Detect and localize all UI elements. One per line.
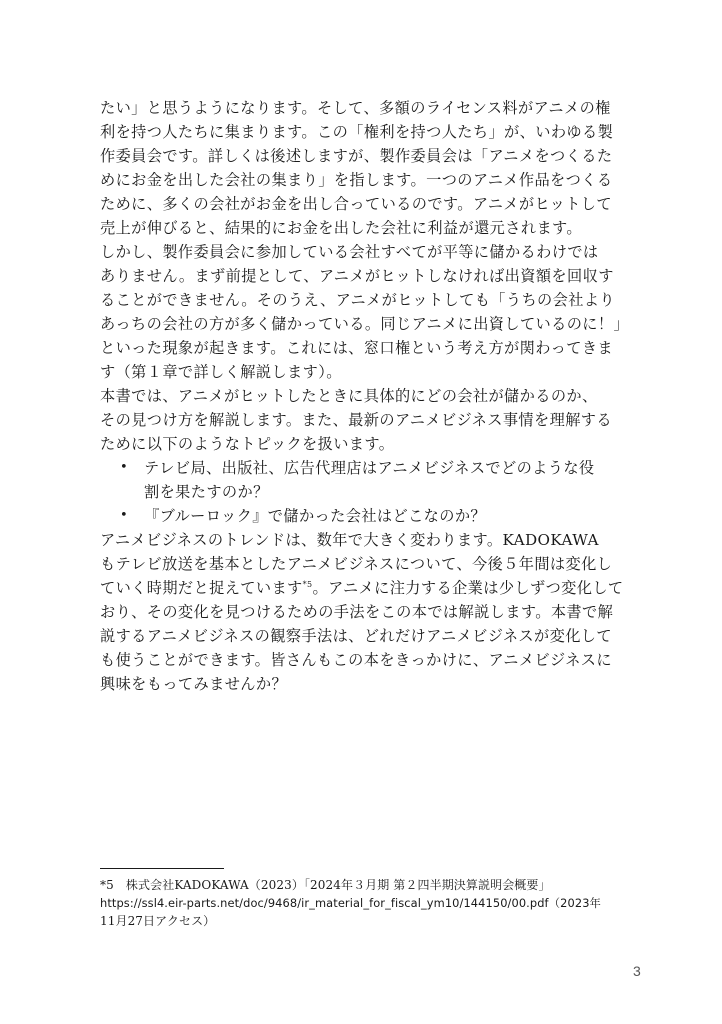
list-item-text: 『ブルーロック』で儲かった会社はどこなのか？: [144, 507, 487, 525]
text-line: もテレビ放送を基本としたアニメビジネスについて、今後５年間は変化し: [100, 555, 613, 573]
text-line: 説するアニメビジネスの観察手法は、どれだけアニメビジネスが変化して: [100, 627, 612, 645]
footnote: [100, 876, 640, 930]
text-line: [100, 576, 630, 600]
footnote-line: *5 株式会社KADOKAWA（2023）「2024年３月期 第２四半期決算説明会概要」: [100, 878, 551, 892]
list-item: [100, 456, 630, 504]
paragraph-2: [100, 240, 630, 384]
paragraph-1: [100, 96, 630, 240]
footnote-divider: [100, 868, 224, 869]
bullet-mark: •: [120, 508, 129, 523]
text-line: ために、多くの会社がお金を出し合っているのです。アニメがヒットして: [100, 195, 612, 213]
paragraph-4: [100, 528, 630, 696]
text-segment: 。アニメに注力する企業は少しずつ変化して: [312, 579, 624, 597]
text-line: ために以下のようなトピックを扱います。: [100, 435, 395, 453]
bullet-mark: •: [120, 460, 129, 475]
list-item-text: 割を果たすのか？: [144, 483, 269, 501]
bullet-list: [100, 456, 630, 528]
text-line: しかし、製作委員会に参加している会社すべてが平等に儲かるわけでは: [100, 243, 599, 261]
text-line: す（第１章で詳しく解説します）。: [100, 363, 342, 381]
text-line: あっちの会社の方が多く儲かっている。同じアニメに出資しているのに！」: [100, 315, 630, 333]
text-line: アニメビジネスのトレンドは、数年で大きく変わります。KADOKAWA: [100, 531, 599, 549]
list-item-text: テレビ局、出版社、広告代理店はアニメビジネスでどのような役: [144, 459, 595, 477]
bullet-line: [100, 504, 630, 528]
footnote-url[interactable]: https://ssl4.eir-parts.net/doc/9468/ir_material_for_fiscal_ym10/144150/00.pdf（2023年: [100, 896, 602, 910]
list-item: [100, 504, 630, 528]
text-line: おり、その変化を見つけるための手法をこの本では解説します。本書で解: [100, 603, 614, 621]
text-line: 利を持つ人たちに集まります。この「権利を持つ人たち」が、いわゆる製: [100, 123, 614, 141]
text-line: その見つけ方を解説します。また、最新のアニメビジネス事情を理解する: [100, 411, 612, 429]
text-line: ありません。まず前提として、アニメがヒットしなければ出資額を回収す: [100, 267, 614, 285]
body-text: [100, 96, 630, 696]
text-segment: ていく時期だと捉えています: [100, 579, 303, 597]
text-line: ることができません。そのうえ、アニメがヒットしても「うちの会社より: [100, 291, 615, 309]
paragraph-3: [100, 384, 630, 456]
page-number: 3: [633, 963, 641, 979]
text-line: 作委員会です。詳しくは後述しますが、製作委員会は「アニメをつくるた: [100, 147, 613, 165]
text-line: も使うことができます。皆さんもこの本をきっかけに、アニメビジネスに: [100, 651, 612, 669]
text-line: たい」と思うようになります。そして、多額のライセンス料がアニメの権: [100, 99, 611, 117]
text-line: といった現象が起きます。これには、窓口権という考え方が関わってきま: [100, 339, 614, 357]
text-line: 売上が伸びると、結果的にお金を出した会社に利益が還元されます。: [100, 219, 582, 237]
text-line: 興味をもってみませんか？: [100, 675, 288, 693]
text-line: 本書では、アニメがヒットしたときに具体的にどの会社が儲かるのか、: [100, 387, 598, 405]
text-line: めにお金を出した会社の集まり」を指します。一つのアニメ作品をつくる: [100, 171, 613, 189]
bullet-line: [100, 456, 630, 480]
footnote-reference[interactable]: *5: [302, 579, 313, 589]
footnote-line: 11月27日アクセス）: [100, 914, 216, 928]
